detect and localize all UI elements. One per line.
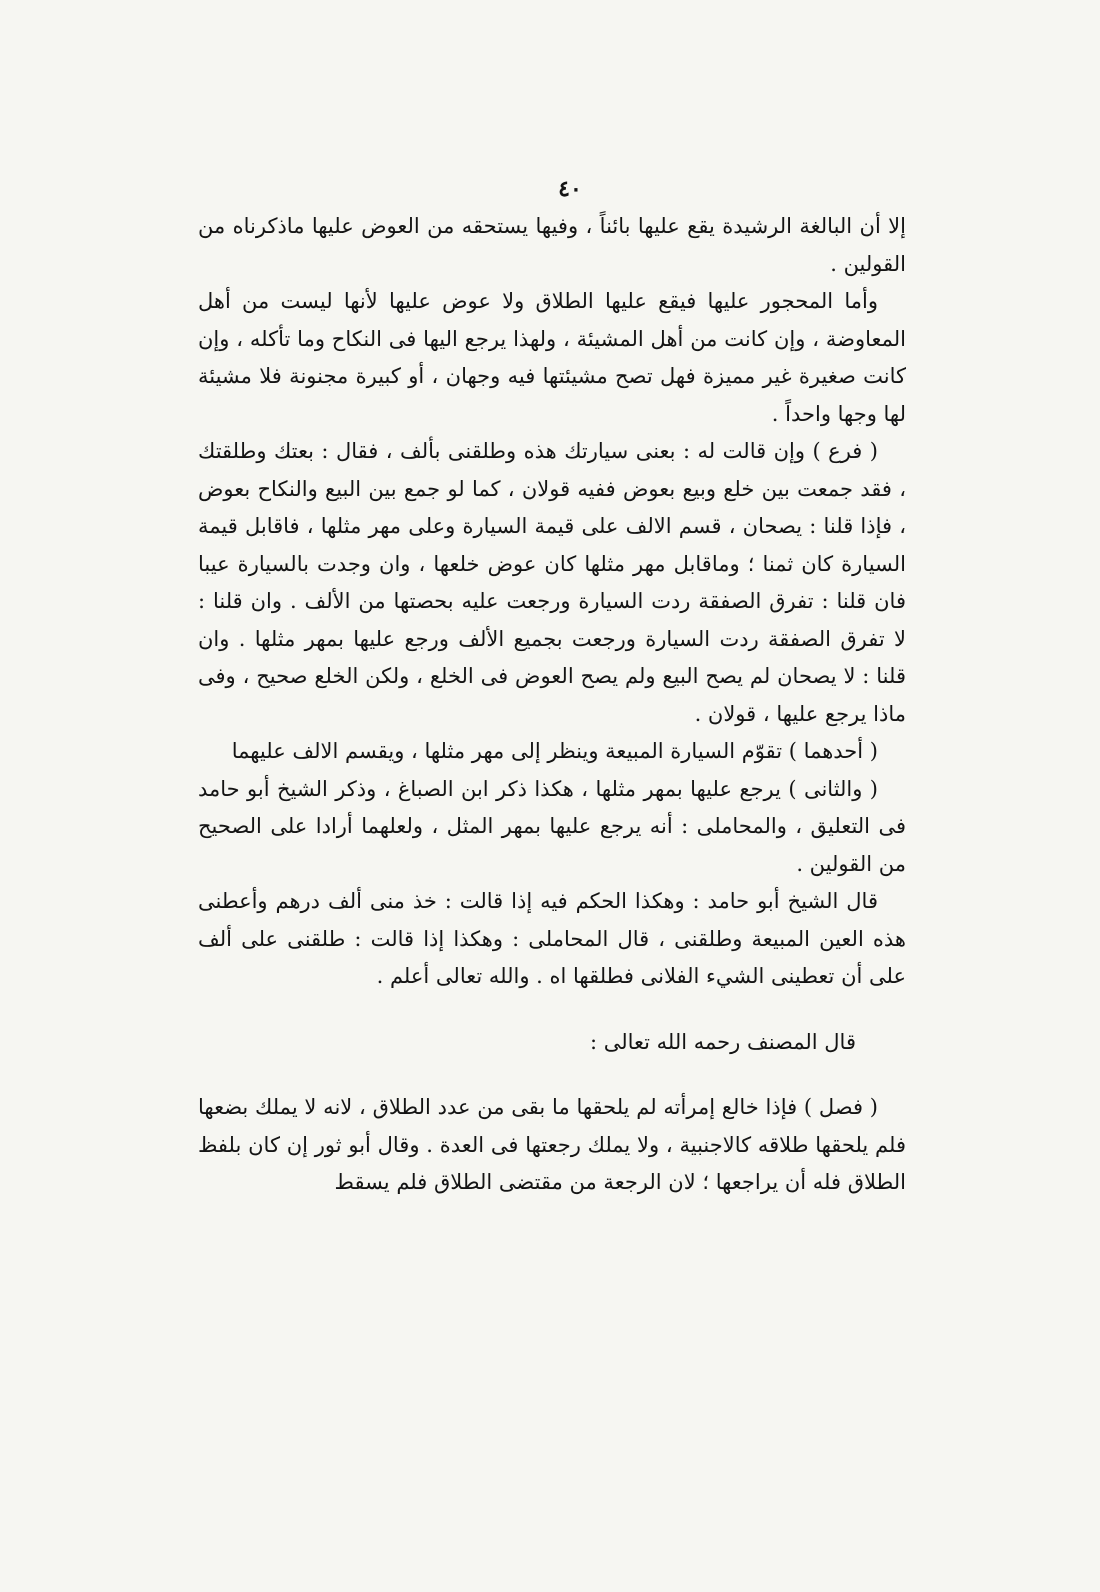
paragraph-3: ( فرع ) وإن قالت له : بعنى سيارتك هذه وطلقنى بألف ، فقال : بعتك وطلقتك ، فقد جمعت بين خلع وبيع بعوض ففيه قولان ، كما لو جمع بين البيع والنكاح بعوض ، فإذا قلنا : يصحان ، قسم الالف على قيمة السيارة وعلى مهر مثلها ، فاقابل قيمة السيارة كان ثمنا ؛ وماقابل مهر مثلها كان عوض خلعها ، وان وجدت بالسيارة عيبا فان قلنا : تفرق الصفقة ردت السيارة ورجعت عليه بحصتها من الألف . وان قلنا : لا تفرق الصفقة ردت السيارة ورجعت بجميع الألف ورجع عليها بمهر مثلها . وان قلنا : لا يصحان لم يصح البيع ولم يصح العوض فى الخلع ، ولكن الخلع صحيح ، وفى ماذا يرجع عليها ، قولان . bbox=[198, 439, 906, 726]
paragraph-5: ( والثانى ) يرجع عليها بمهر مثلها ، هكذا ذكر ابن الصباغ ، وذكر الشيخ أبو حامد فى التعليق ، والمحاملى : أنه يرجع عليها بمهر المثل ، ولعلهما أرادا على الصحيح من القولين . bbox=[198, 776, 906, 876]
paragraph-4: ( أحدهما ) تقوّم السيارة المبيعة وينظر إلى مهر مثلها ، ويقسم الالف عليهما bbox=[231, 739, 878, 763]
paragraph-7: ( فصل ) فإذا خالع إمرأته لم يلحقها ما بقى من عدد الطلاق ، لانه لا يملك بضعها فلم يلحقها طلاقه كالاجنبية ، ولا يملك رجعتها فى العدة . وقال أبو ثور إن كان بلفظ الطلاق فله أن يراجعها ؛ لان الرجعة من مقتضى الطلاق فلم يسقط bbox=[198, 1095, 906, 1194]
section-heading: قال المصنف رحمه الله تعالى : bbox=[589, 1029, 856, 1054]
body-text bbox=[198, 208, 906, 1202]
page-number: ٤٠ bbox=[558, 176, 582, 202]
paragraph-1: إلا أن البالغة الرشيدة يقع عليها بائناً ، وفيها يستحقه من العوض عليها ماذكرناه من القولين . bbox=[198, 214, 906, 276]
paragraph-6: قال الشيخ أبو حامد : وهكذا الحكم فيه إذا قالت : خذ منى ألف درهم وأعطنى هذه العين المبيعة وطلقنى ، قال المحاملى : وهكذا إذا قالت : طلقنى على ألف على أن تعطينى الشيء الفلانى فطلقها اه . والله تعالى أعلم . bbox=[198, 889, 906, 988]
paragraph-2: وأما المحجور عليها فيقع عليها الطلاق ولا عوض عليها لأنها ليست من أهل المعاوضة ، وإن كانت من أهل المشيئة ، ولهذا يرجع اليها فى النكاح وما تأكله ، وإن كانت صغيرة غير مميزة فهل تصح مشيئتها فيه وجهان ، أو كبيرة مجنونة فلا مشيئة لها وجها واحداً . bbox=[198, 289, 906, 426]
